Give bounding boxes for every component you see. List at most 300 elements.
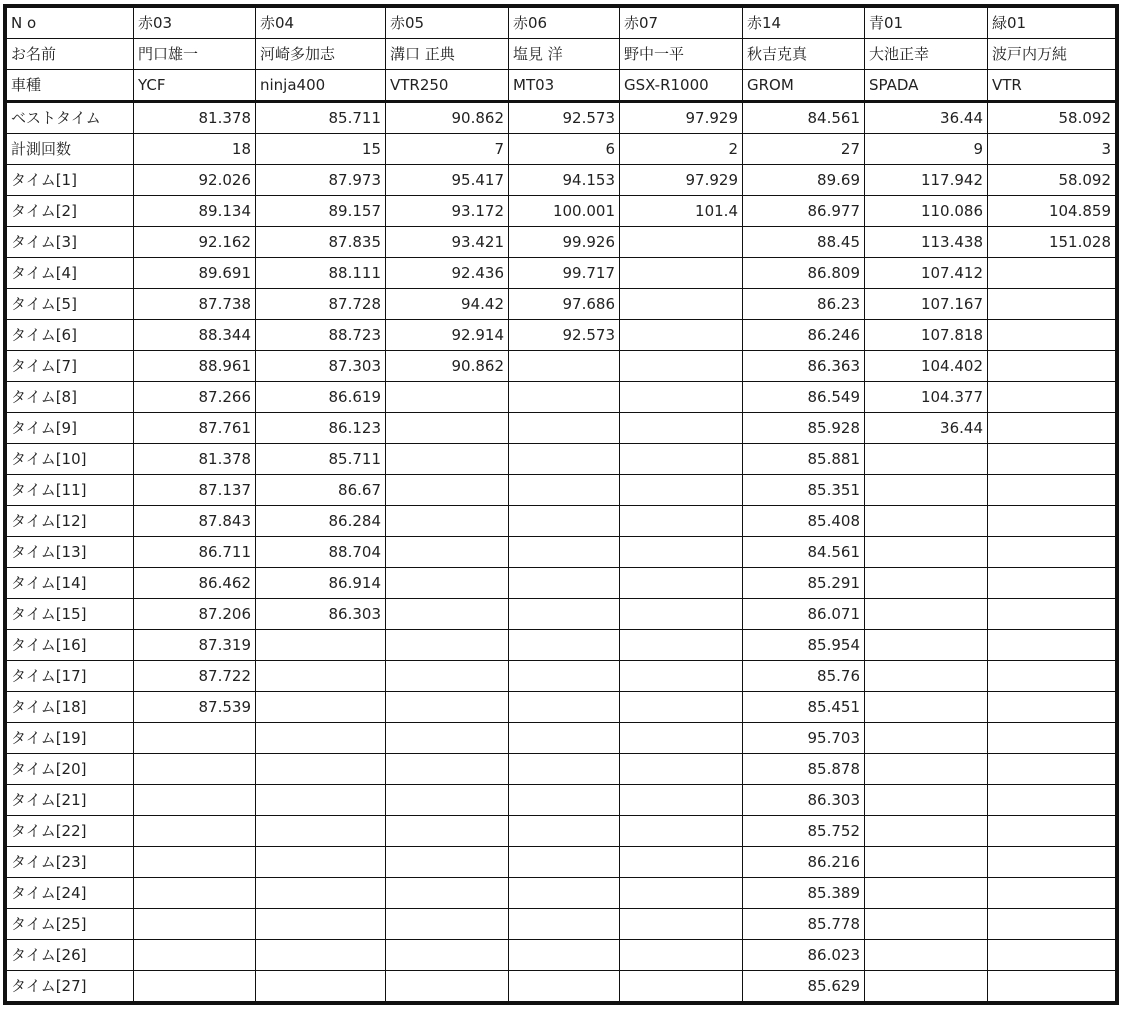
row-label-cell[interactable]: タイム[16] (7, 630, 134, 661)
data-cell[interactable]: 86.071 (743, 599, 865, 630)
data-cell[interactable]: 85.954 (743, 630, 865, 661)
data-cell[interactable]: 92.436 (386, 258, 509, 289)
data-cell[interactable]: 赤07 (620, 8, 743, 39)
data-cell[interactable] (386, 413, 509, 444)
data-cell[interactable] (386, 816, 509, 847)
data-cell[interactable] (509, 754, 620, 785)
data-cell[interactable]: 86.123 (256, 413, 386, 444)
data-cell[interactable] (256, 816, 386, 847)
data-cell[interactable]: 赤05 (386, 8, 509, 39)
data-cell[interactable]: MT03 (509, 70, 620, 102)
data-cell[interactable]: 6 (509, 134, 620, 165)
data-cell[interactable]: 秋吉克真 (743, 39, 865, 70)
data-cell[interactable]: 87.137 (134, 475, 256, 506)
data-cell[interactable]: 赤03 (134, 8, 256, 39)
data-cell[interactable] (256, 723, 386, 754)
data-cell[interactable] (620, 413, 743, 444)
row-label-cell[interactable]: タイム[9] (7, 413, 134, 444)
row-label-cell[interactable]: タイム[2] (7, 196, 134, 227)
data-cell[interactable] (256, 971, 386, 1002)
data-cell[interactable] (386, 785, 509, 816)
data-cell[interactable]: 104.377 (865, 382, 988, 413)
data-cell[interactable]: 84.561 (743, 537, 865, 568)
data-cell[interactable] (988, 692, 1116, 723)
data-cell[interactable]: 92.162 (134, 227, 256, 258)
row-label-cell[interactable]: タイム[4] (7, 258, 134, 289)
data-cell[interactable]: 86.67 (256, 475, 386, 506)
row-label-cell[interactable]: タイム[3] (7, 227, 134, 258)
row-label-cell[interactable]: タイム[23] (7, 847, 134, 878)
data-cell[interactable]: 青01 (865, 8, 988, 39)
data-cell[interactable]: 86.284 (256, 506, 386, 537)
data-cell[interactable]: 95.703 (743, 723, 865, 754)
data-cell[interactable] (509, 940, 620, 971)
data-cell[interactable] (988, 506, 1116, 537)
data-cell[interactable] (509, 847, 620, 878)
row-lap-23 (7, 847, 1116, 878)
data-cell[interactable] (865, 692, 988, 723)
data-cell[interactable] (256, 878, 386, 909)
data-cell[interactable] (988, 258, 1116, 289)
data-cell[interactable] (988, 568, 1116, 599)
data-cell[interactable] (134, 723, 256, 754)
data-cell[interactable]: 門口雄一 (134, 39, 256, 70)
data-cell[interactable] (509, 630, 620, 661)
data-cell[interactable]: 86.619 (256, 382, 386, 413)
data-cell[interactable] (386, 537, 509, 568)
data-cell[interactable]: 87.843 (134, 506, 256, 537)
data-cell[interactable]: 86.711 (134, 537, 256, 568)
data-cell[interactable] (865, 630, 988, 661)
data-cell[interactable]: 89.691 (134, 258, 256, 289)
data-cell[interactable]: 87.761 (134, 413, 256, 444)
data-cell[interactable]: 86.363 (743, 351, 865, 382)
data-cell[interactable]: 95.417 (386, 165, 509, 196)
data-cell[interactable] (386, 599, 509, 630)
row-label-cell[interactable]: タイム[6] (7, 320, 134, 351)
data-cell[interactable]: 86.977 (743, 196, 865, 227)
data-cell[interactable] (509, 971, 620, 1002)
data-cell[interactable]: 86.462 (134, 568, 256, 599)
data-cell[interactable] (386, 382, 509, 413)
row-lap-12 (7, 506, 1116, 537)
data-cell[interactable] (865, 599, 988, 630)
data-cell[interactable] (620, 568, 743, 599)
data-cell[interactable]: 溝口 正典 (386, 39, 509, 70)
data-cell[interactable]: SPADA (865, 70, 988, 102)
data-cell[interactable]: 86.549 (743, 382, 865, 413)
data-cell[interactable] (988, 785, 1116, 816)
data-cell[interactable]: 河崎多加志 (256, 39, 386, 70)
data-cell[interactable] (865, 847, 988, 878)
data-cell[interactable]: 赤14 (743, 8, 865, 39)
data-cell[interactable]: 85.928 (743, 413, 865, 444)
data-cell[interactable] (988, 351, 1116, 382)
row-label-cell[interactable]: タイム[13] (7, 537, 134, 568)
row-label-cell[interactable]: タイム[5] (7, 289, 134, 320)
data-cell[interactable]: 88.45 (743, 227, 865, 258)
data-cell[interactable] (509, 816, 620, 847)
row-label-cell[interactable]: タイム[26] (7, 940, 134, 971)
row-label-cell[interactable]: タイム[8] (7, 382, 134, 413)
row-label-cell[interactable]: タイム[21] (7, 785, 134, 816)
data-cell[interactable] (509, 444, 620, 475)
data-cell[interactable] (620, 506, 743, 537)
data-cell[interactable] (865, 785, 988, 816)
data-cell[interactable]: 88.704 (256, 537, 386, 568)
data-cell[interactable] (988, 847, 1116, 878)
data-cell[interactable] (134, 847, 256, 878)
data-cell[interactable]: VTR250 (386, 70, 509, 102)
data-cell[interactable] (386, 444, 509, 475)
data-cell[interactable]: 90.862 (386, 351, 509, 382)
data-cell[interactable] (386, 568, 509, 599)
row-label-cell[interactable]: 車種 (7, 70, 134, 102)
data-cell[interactable] (620, 723, 743, 754)
data-cell[interactable] (865, 661, 988, 692)
data-cell[interactable] (620, 289, 743, 320)
row-lap-11 (7, 475, 1116, 506)
data-cell[interactable] (988, 909, 1116, 940)
data-cell[interactable]: 3 (988, 134, 1116, 165)
data-cell[interactable] (386, 475, 509, 506)
data-cell[interactable]: 86.914 (256, 568, 386, 599)
data-cell[interactable] (865, 940, 988, 971)
data-cell[interactable] (620, 258, 743, 289)
data-cell[interactable] (865, 754, 988, 785)
data-cell[interactable]: 100.001 (509, 196, 620, 227)
data-cell[interactable]: 赤04 (256, 8, 386, 39)
data-cell[interactable] (620, 382, 743, 413)
data-cell[interactable] (988, 444, 1116, 475)
data-cell[interactable]: 88.111 (256, 258, 386, 289)
data-cell[interactable]: 86.023 (743, 940, 865, 971)
data-cell[interactable] (256, 692, 386, 723)
data-cell[interactable] (620, 816, 743, 847)
row-label-cell[interactable]: タイム[17] (7, 661, 134, 692)
data-cell[interactable] (386, 630, 509, 661)
data-cell[interactable] (620, 599, 743, 630)
data-cell[interactable]: 87.728 (256, 289, 386, 320)
data-cell[interactable]: 2 (620, 134, 743, 165)
data-cell[interactable] (620, 475, 743, 506)
data-cell[interactable]: 87.539 (134, 692, 256, 723)
data-cell[interactable]: 87.835 (256, 227, 386, 258)
data-cell[interactable]: 85.778 (743, 909, 865, 940)
data-cell[interactable] (509, 475, 620, 506)
row-lap-22 (7, 816, 1116, 847)
data-cell[interactable]: 87.206 (134, 599, 256, 630)
data-cell[interactable] (988, 878, 1116, 909)
data-cell[interactable] (386, 723, 509, 754)
data-cell[interactable] (865, 878, 988, 909)
data-cell[interactable] (620, 227, 743, 258)
data-cell[interactable] (988, 754, 1116, 785)
data-cell[interactable]: 94.153 (509, 165, 620, 196)
row-label-cell[interactable]: タイム[22] (7, 816, 134, 847)
row-lap-count (7, 134, 1116, 165)
row-label-cell[interactable]: タイム[12] (7, 506, 134, 537)
data-cell[interactable]: 92.914 (386, 320, 509, 351)
data-cell[interactable] (134, 940, 256, 971)
data-cell[interactable]: 90.862 (386, 102, 509, 134)
data-cell[interactable] (509, 723, 620, 754)
data-cell[interactable]: 97.929 (620, 102, 743, 134)
data-cell[interactable] (988, 723, 1116, 754)
data-cell[interactable] (988, 413, 1116, 444)
data-cell[interactable]: 85.291 (743, 568, 865, 599)
data-cell[interactable]: 塩見 洋 (509, 39, 620, 70)
data-cell[interactable]: 27 (743, 134, 865, 165)
data-cell[interactable]: 58.092 (988, 102, 1116, 134)
data-cell[interactable] (620, 692, 743, 723)
row-lap-24 (7, 878, 1116, 909)
data-cell[interactable]: 97.686 (509, 289, 620, 320)
data-cell[interactable]: 88.344 (134, 320, 256, 351)
data-cell[interactable]: 86.809 (743, 258, 865, 289)
data-cell[interactable] (988, 940, 1116, 971)
data-cell[interactable] (620, 661, 743, 692)
data-cell[interactable] (256, 630, 386, 661)
data-cell[interactable] (509, 537, 620, 568)
data-cell[interactable] (256, 785, 386, 816)
row-label-cell[interactable]: 計測回数 (7, 134, 134, 165)
data-cell[interactable] (386, 878, 509, 909)
lap-time-table (6, 7, 1116, 1002)
data-cell[interactable] (988, 599, 1116, 630)
data-cell[interactable] (509, 568, 620, 599)
data-cell[interactable]: 88.961 (134, 351, 256, 382)
data-cell[interactable] (865, 537, 988, 568)
data-cell[interactable] (509, 909, 620, 940)
data-cell[interactable]: 85.408 (743, 506, 865, 537)
data-cell[interactable]: 104.859 (988, 196, 1116, 227)
data-cell[interactable] (256, 940, 386, 971)
data-cell[interactable]: 89.157 (256, 196, 386, 227)
data-cell[interactable] (134, 816, 256, 847)
data-cell[interactable] (865, 909, 988, 940)
data-cell[interactable] (134, 971, 256, 1002)
data-cell[interactable] (386, 940, 509, 971)
data-cell[interactable] (134, 909, 256, 940)
row-label-cell[interactable]: タイム[18] (7, 692, 134, 723)
data-cell[interactable] (620, 785, 743, 816)
data-cell[interactable]: 93.421 (386, 227, 509, 258)
data-cell[interactable] (988, 382, 1116, 413)
row-lap-26 (7, 940, 1116, 971)
data-cell[interactable]: YCF (134, 70, 256, 102)
data-cell[interactable]: 18 (134, 134, 256, 165)
data-cell[interactable]: 85.629 (743, 971, 865, 1002)
data-cell[interactable]: 97.929 (620, 165, 743, 196)
row-lap-14 (7, 568, 1116, 599)
data-cell[interactable]: 88.723 (256, 320, 386, 351)
data-cell[interactable]: GSX-R1000 (620, 70, 743, 102)
data-cell[interactable] (509, 785, 620, 816)
data-cell[interactable] (509, 506, 620, 537)
data-cell[interactable] (988, 971, 1116, 1002)
data-cell[interactable] (988, 320, 1116, 351)
data-cell[interactable] (134, 785, 256, 816)
data-cell[interactable]: 87.722 (134, 661, 256, 692)
data-cell[interactable]: 151.028 (988, 227, 1116, 258)
row-lap-21 (7, 785, 1116, 816)
data-cell[interactable] (386, 692, 509, 723)
data-cell[interactable] (865, 816, 988, 847)
data-cell[interactable] (865, 723, 988, 754)
data-cell[interactable]: 85.752 (743, 816, 865, 847)
data-cell[interactable] (386, 506, 509, 537)
data-cell[interactable]: 36.44 (865, 102, 988, 134)
row-label-cell[interactable]: ベストタイム (7, 102, 134, 134)
data-cell[interactable]: 104.402 (865, 351, 988, 382)
data-cell[interactable]: 81.378 (134, 102, 256, 134)
data-cell[interactable] (509, 413, 620, 444)
data-cell[interactable] (988, 816, 1116, 847)
row-label-cell[interactable]: タイム[10] (7, 444, 134, 475)
data-cell[interactable] (988, 289, 1116, 320)
data-cell[interactable]: 緑01 (988, 8, 1116, 39)
data-cell[interactable] (620, 971, 743, 1002)
data-cell[interactable]: 58.092 (988, 165, 1116, 196)
data-cell[interactable] (865, 568, 988, 599)
data-cell[interactable]: 85.711 (256, 102, 386, 134)
data-cell[interactable] (620, 847, 743, 878)
row-label-cell[interactable]: タイム[19] (7, 723, 134, 754)
data-cell[interactable]: 野中一平 (620, 39, 743, 70)
data-cell[interactable]: 92.573 (509, 102, 620, 134)
data-cell[interactable]: 87.266 (134, 382, 256, 413)
data-cell[interactable] (256, 754, 386, 785)
data-cell[interactable] (988, 630, 1116, 661)
data-cell[interactable]: 86.303 (743, 785, 865, 816)
row-label-cell[interactable]: タイム[27] (7, 971, 134, 1002)
data-cell[interactable]: 89.69 (743, 165, 865, 196)
data-cell[interactable]: ninja400 (256, 70, 386, 102)
data-cell[interactable]: 99.717 (509, 258, 620, 289)
data-cell[interactable] (386, 661, 509, 692)
data-cell[interactable]: 87.738 (134, 289, 256, 320)
data-cell[interactable]: 87.303 (256, 351, 386, 382)
data-cell[interactable]: 117.942 (865, 165, 988, 196)
data-cell[interactable]: 93.172 (386, 196, 509, 227)
data-cell[interactable]: 85.389 (743, 878, 865, 909)
data-cell[interactable] (620, 754, 743, 785)
row-label-cell[interactable]: タイム[7] (7, 351, 134, 382)
data-cell[interactable] (620, 537, 743, 568)
data-cell[interactable]: 84.561 (743, 102, 865, 134)
data-cell[interactable]: 9 (865, 134, 988, 165)
data-cell[interactable]: 92.026 (134, 165, 256, 196)
data-cell[interactable]: 85.711 (256, 444, 386, 475)
data-cell[interactable]: 85.451 (743, 692, 865, 723)
data-cell[interactable]: VTR (988, 70, 1116, 102)
data-cell[interactable] (386, 909, 509, 940)
data-cell[interactable]: 99.926 (509, 227, 620, 258)
row-label-cell[interactable]: タイム[20] (7, 754, 134, 785)
data-cell[interactable]: 87.319 (134, 630, 256, 661)
row-best-time (7, 102, 1116, 134)
data-cell[interactable] (256, 661, 386, 692)
data-cell[interactable] (509, 351, 620, 382)
data-cell[interactable] (988, 661, 1116, 692)
data-cell[interactable]: 86.246 (743, 320, 865, 351)
data-cell[interactable]: 大池正幸 (865, 39, 988, 70)
data-cell[interactable] (620, 909, 743, 940)
data-cell[interactable]: 86.23 (743, 289, 865, 320)
data-cell[interactable]: 15 (256, 134, 386, 165)
row-label-cell[interactable]: N o (7, 8, 134, 39)
row-label-cell[interactable]: タイム[1] (7, 165, 134, 196)
data-cell[interactable] (620, 320, 743, 351)
data-cell[interactable] (620, 444, 743, 475)
data-cell[interactable] (256, 847, 386, 878)
data-cell[interactable] (865, 971, 988, 1002)
data-cell[interactable]: 92.573 (509, 320, 620, 351)
data-cell[interactable]: 7 (386, 134, 509, 165)
data-cell[interactable]: 86.303 (256, 599, 386, 630)
data-cell[interactable]: 110.086 (865, 196, 988, 227)
data-cell[interactable] (386, 971, 509, 1002)
row-label-cell[interactable]: お名前 (7, 39, 134, 70)
data-cell[interactable] (865, 475, 988, 506)
data-cell[interactable] (509, 878, 620, 909)
data-cell[interactable] (620, 940, 743, 971)
data-cell[interactable]: 101.4 (620, 196, 743, 227)
data-cell[interactable]: 113.438 (865, 227, 988, 258)
data-cell[interactable]: 94.42 (386, 289, 509, 320)
data-cell[interactable]: 107.818 (865, 320, 988, 351)
data-cell[interactable]: 85.76 (743, 661, 865, 692)
data-cell[interactable] (865, 506, 988, 537)
data-cell[interactable] (386, 754, 509, 785)
data-cell[interactable] (509, 599, 620, 630)
data-cell[interactable]: 86.216 (743, 847, 865, 878)
row-label-cell[interactable]: タイム[25] (7, 909, 134, 940)
row-number (7, 8, 1116, 39)
data-cell[interactable]: GROM (743, 70, 865, 102)
row-label-cell[interactable]: タイム[24] (7, 878, 134, 909)
data-cell[interactable]: 赤06 (509, 8, 620, 39)
row-label-cell[interactable]: タイム[11] (7, 475, 134, 506)
data-cell[interactable]: 81.378 (134, 444, 256, 475)
data-cell[interactable]: 107.412 (865, 258, 988, 289)
data-cell[interactable] (509, 382, 620, 413)
data-cell[interactable] (509, 661, 620, 692)
data-cell[interactable]: 85.878 (743, 754, 865, 785)
data-cell[interactable]: 89.134 (134, 196, 256, 227)
data-cell[interactable]: 波戸内万純 (988, 39, 1116, 70)
data-cell[interactable] (988, 475, 1116, 506)
data-cell[interactable] (134, 878, 256, 909)
data-cell[interactable] (386, 847, 509, 878)
row-label-cell[interactable]: タイム[15] (7, 599, 134, 630)
data-cell[interactable] (988, 537, 1116, 568)
data-cell[interactable] (509, 692, 620, 723)
data-cell[interactable] (134, 754, 256, 785)
data-cell[interactable]: 36.44 (865, 413, 988, 444)
data-cell[interactable] (256, 909, 386, 940)
data-cell[interactable]: 107.167 (865, 289, 988, 320)
data-cell[interactable]: 85.881 (743, 444, 865, 475)
data-cell[interactable]: 85.351 (743, 475, 865, 506)
data-cell[interactable] (865, 444, 988, 475)
row-label-cell[interactable]: タイム[14] (7, 568, 134, 599)
data-cell[interactable] (620, 351, 743, 382)
data-cell[interactable]: 87.973 (256, 165, 386, 196)
data-cell[interactable] (620, 878, 743, 909)
data-cell[interactable] (620, 630, 743, 661)
